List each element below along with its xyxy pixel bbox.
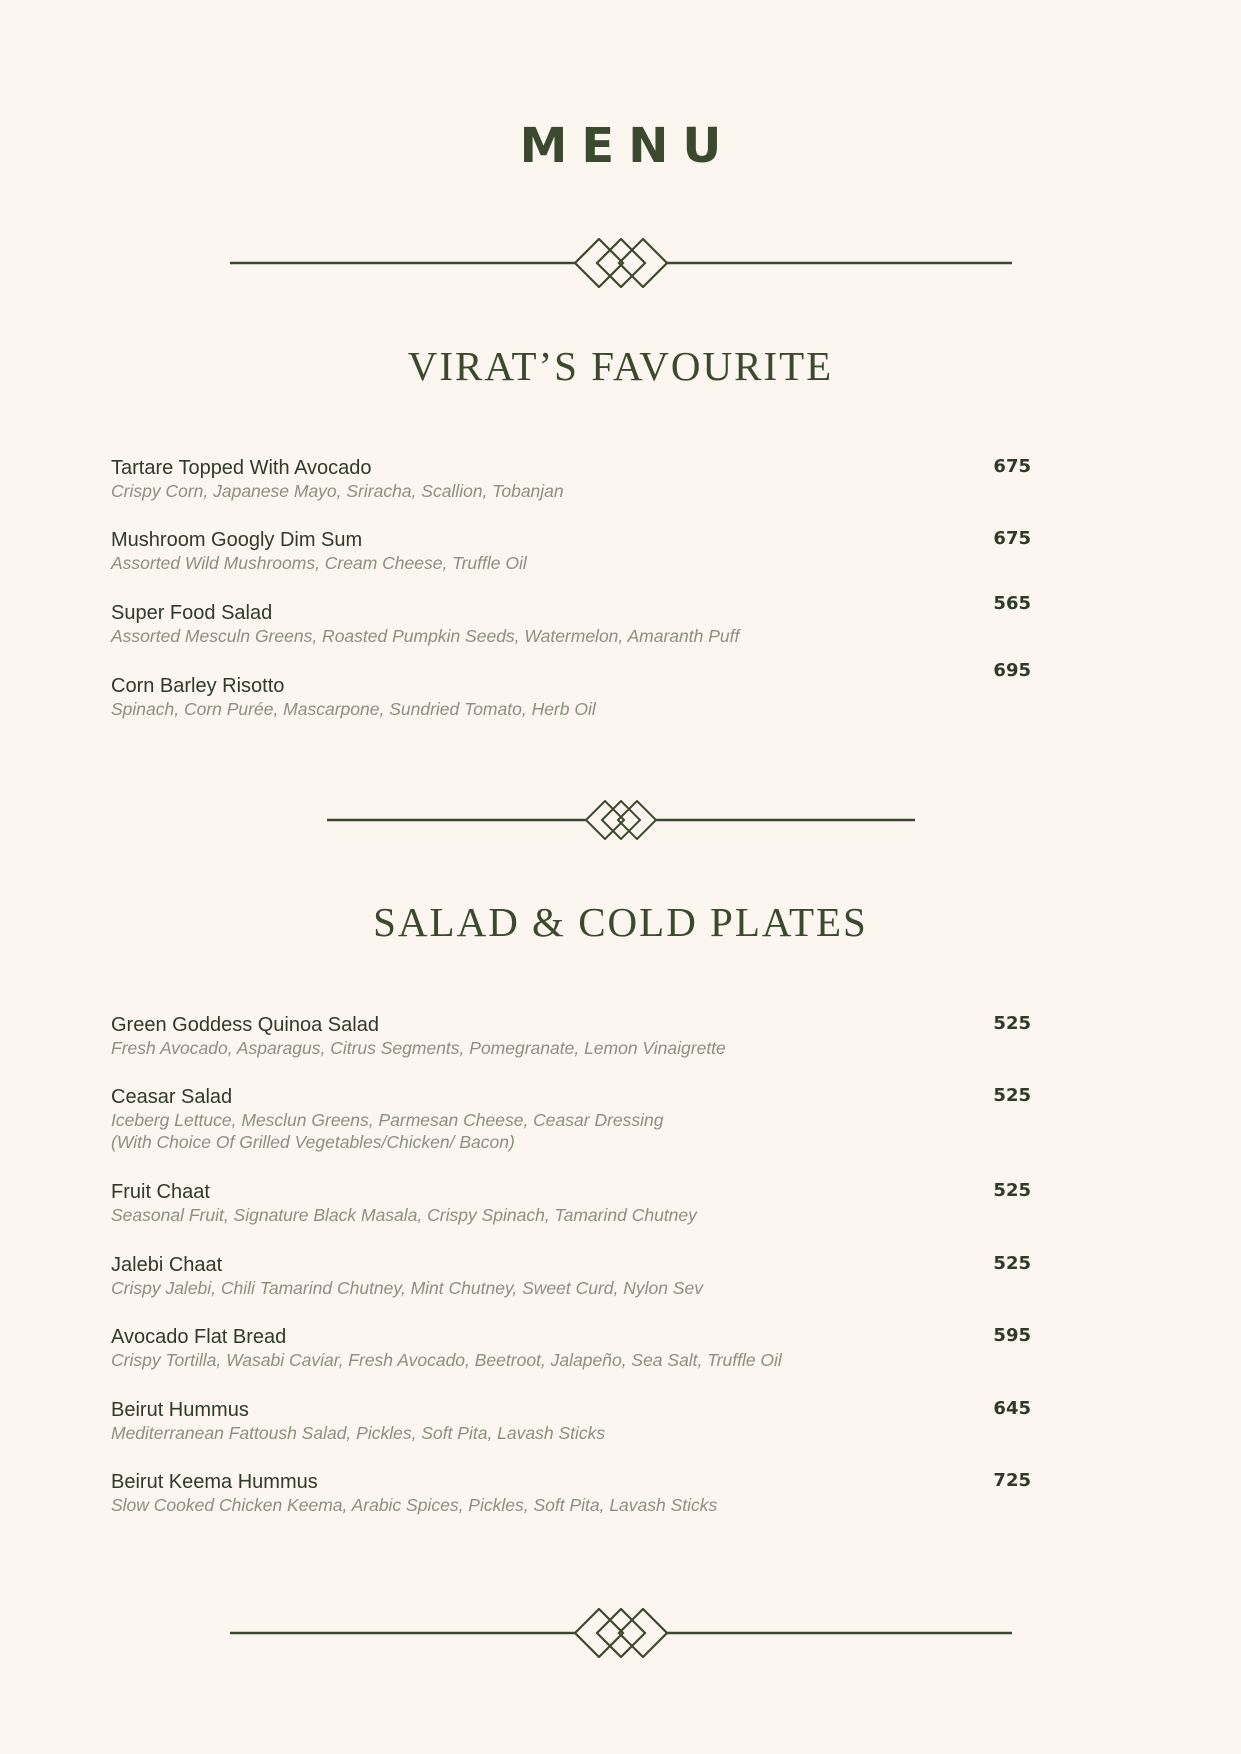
item-price: 675 xyxy=(993,528,1031,549)
item-price: 525 xyxy=(993,1180,1031,1201)
item-name: Corn Barley Risotto xyxy=(111,675,285,697)
section-title-salads: SALAD & COLD PLATES xyxy=(373,899,868,945)
item-name: Super Food Salad xyxy=(111,602,273,624)
item-description: Crispy Corn, Japanese Mayo, Sriracha, Scallion, Tobanjan xyxy=(111,481,564,501)
item-description: Assorted Mesculn Greens, Roasted Pumpkin Seeds, Watermelon, Amaranth Puff xyxy=(111,626,740,646)
item-name: Beirut Hummus xyxy=(111,1399,249,1421)
item-name: Tartare Topped With Avocado xyxy=(111,457,372,479)
item-description: Crispy Tortilla, Wasabi Caviar, Fresh Avocado, Beetroot, Jalapeño, Sea Salt, Truffle Oil xyxy=(111,1350,782,1370)
menu-item xyxy=(111,1085,1031,1153)
item-name: Jalebi Chaat xyxy=(111,1254,223,1276)
item-description: Iceberg Lettuce, Mesclun Greens, Parmesan Cheese, Ceasar Dressing xyxy=(111,1110,664,1130)
diamond-ornament-icon xyxy=(230,238,1012,288)
item-description: Fresh Avocado, Asparagus, Citrus Segments, Pomegranate, Lemon Vinaigrette xyxy=(111,1038,726,1058)
item-name: Fruit Chaat xyxy=(111,1181,210,1203)
menu-item xyxy=(111,1013,1031,1059)
ornamental-divider-middle xyxy=(327,800,915,840)
item-price: 525 xyxy=(993,1013,1031,1034)
item-name: Ceasar Salad xyxy=(111,1086,233,1108)
item-price: 645 xyxy=(993,1398,1031,1419)
item-description: Slow Cooked Chicken Keema, Arabic Spices, Pickles, Soft Pita, Lavash Sticks xyxy=(111,1495,718,1515)
menu-item xyxy=(111,1470,1031,1516)
item-name: Green Goddess Quinoa Salad xyxy=(111,1014,379,1036)
item-description: Mediterranean Fattoush Salad, Pickles, Soft Pita, Lavash Sticks xyxy=(111,1423,606,1443)
item-description: Seasonal Fruit, Signature Black Masala, Crispy Spinach, Tamarind Chutney xyxy=(111,1205,697,1225)
item-description: Assorted Wild Mushrooms, Cream Cheese, Truffle Oil xyxy=(111,553,527,573)
ornamental-divider-bottom xyxy=(230,1608,1012,1658)
menu-item xyxy=(111,1180,1031,1226)
item-price: 675 xyxy=(993,456,1031,477)
diamond-ornament-icon xyxy=(230,1608,1012,1658)
menu-item xyxy=(111,1253,1031,1299)
item-name: Mushroom Googly Dim Sum xyxy=(111,529,363,551)
menu-item xyxy=(111,528,1031,574)
menu-item xyxy=(111,456,1031,502)
item-price: 695 xyxy=(993,660,1031,681)
item-price: 595 xyxy=(993,1325,1031,1346)
section-title-favourites: VIRAT’S FAVOURITE xyxy=(407,343,834,389)
item-name: Beirut Keema Hummus xyxy=(111,1471,318,1493)
menu-item xyxy=(111,660,1031,720)
menu-item xyxy=(111,1398,1031,1444)
item-price: 725 xyxy=(993,1470,1031,1491)
item-description: Crispy Jalebi, Chili Tamarind Chutney, Mint Chutney, Sweet Curd, Nylon Sev xyxy=(111,1278,704,1298)
item-description: Spinach, Corn Purée, Mascarpone, Sundried Tomato, Herb Oil xyxy=(111,699,596,719)
menu-item xyxy=(111,1325,1031,1371)
menu-item xyxy=(111,593,1031,647)
ornamental-divider-top xyxy=(230,238,1012,288)
diamond-ornament-icon xyxy=(327,800,915,840)
item-price: 525 xyxy=(993,1253,1031,1274)
item-price: 525 xyxy=(993,1085,1031,1106)
page-title: MENU xyxy=(519,118,736,174)
item-description-extra: (With Choice Of Grilled Vegetables/Chicken/ Bacon) xyxy=(111,1132,515,1152)
item-price: 565 xyxy=(993,593,1031,614)
item-name: Avocado Flat Bread xyxy=(111,1326,287,1348)
